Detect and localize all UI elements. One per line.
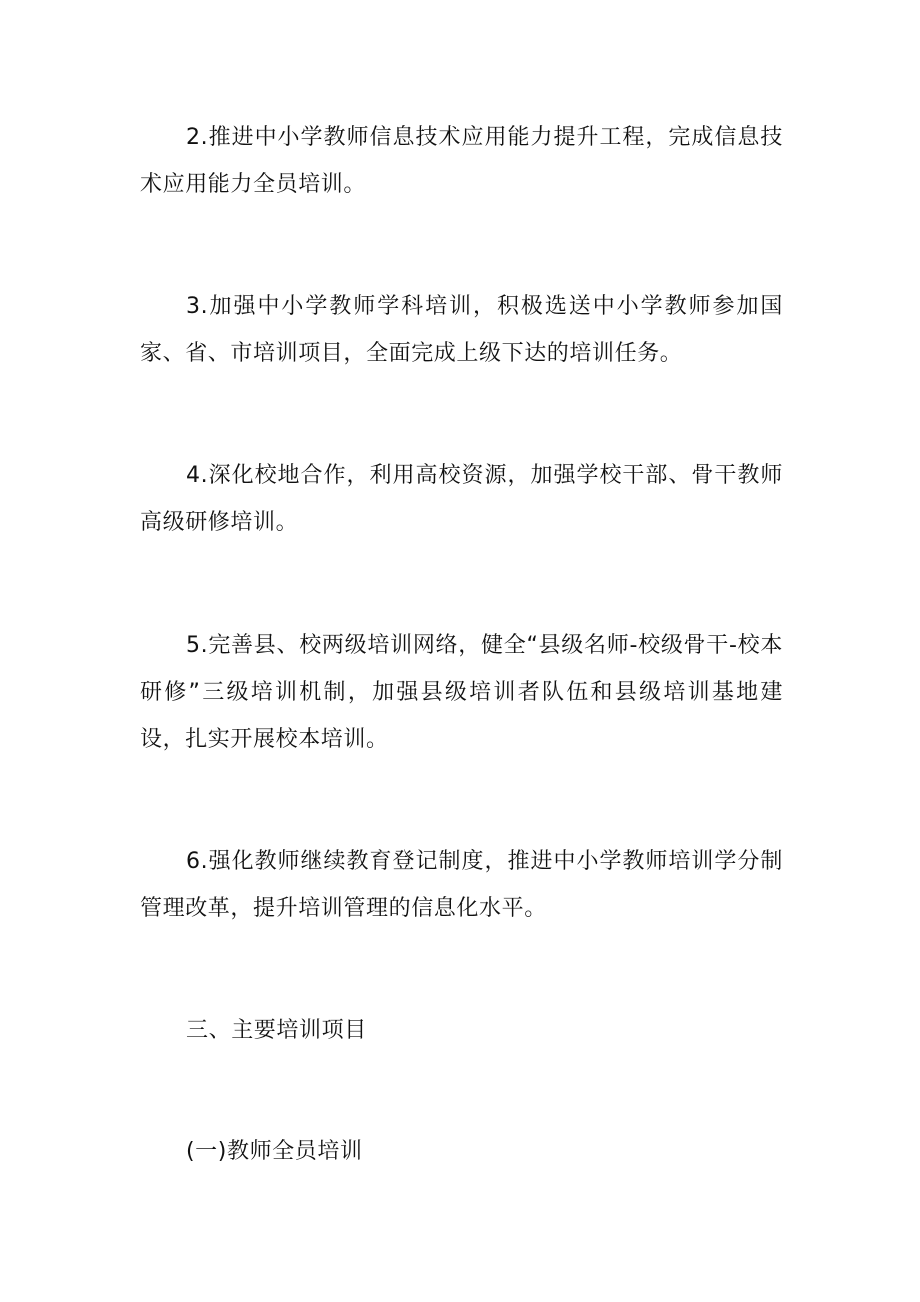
section-heading: 三、主要培训项目 bbox=[186, 1018, 367, 1043]
paragraph-item-5: 5.完善县、校两级培训网络，健全“县级名师-校级骨干-校本研修”三级培训机制，加强县级培训者队伍和县级培训基地建设，扎实开展校本培训。 bbox=[140, 633, 783, 752]
paragraph-item-3: 3.加强中小学教师学科培训，积极选送中小学教师参加国家、省、市培训项目，全面完成上级下达的培训任务。 bbox=[140, 294, 783, 366]
paragraph-item-2: 2.推进中小学教师信息技术应用能力提升工程，完成信息技术应用能力全员培训。 bbox=[140, 125, 783, 197]
paragraph-item-6: 6.强化教师继续教育登记制度，推进中小学教师培训学分制管理改革，提升培训管理的信息化水平。 bbox=[140, 849, 783, 921]
subsection-heading: (一)教师全员培训 bbox=[186, 1139, 363, 1164]
paragraph-item-4: 4.深化校地合作，利用高校资源，加强学校干部、骨干教师高级研修培训。 bbox=[140, 463, 783, 535]
